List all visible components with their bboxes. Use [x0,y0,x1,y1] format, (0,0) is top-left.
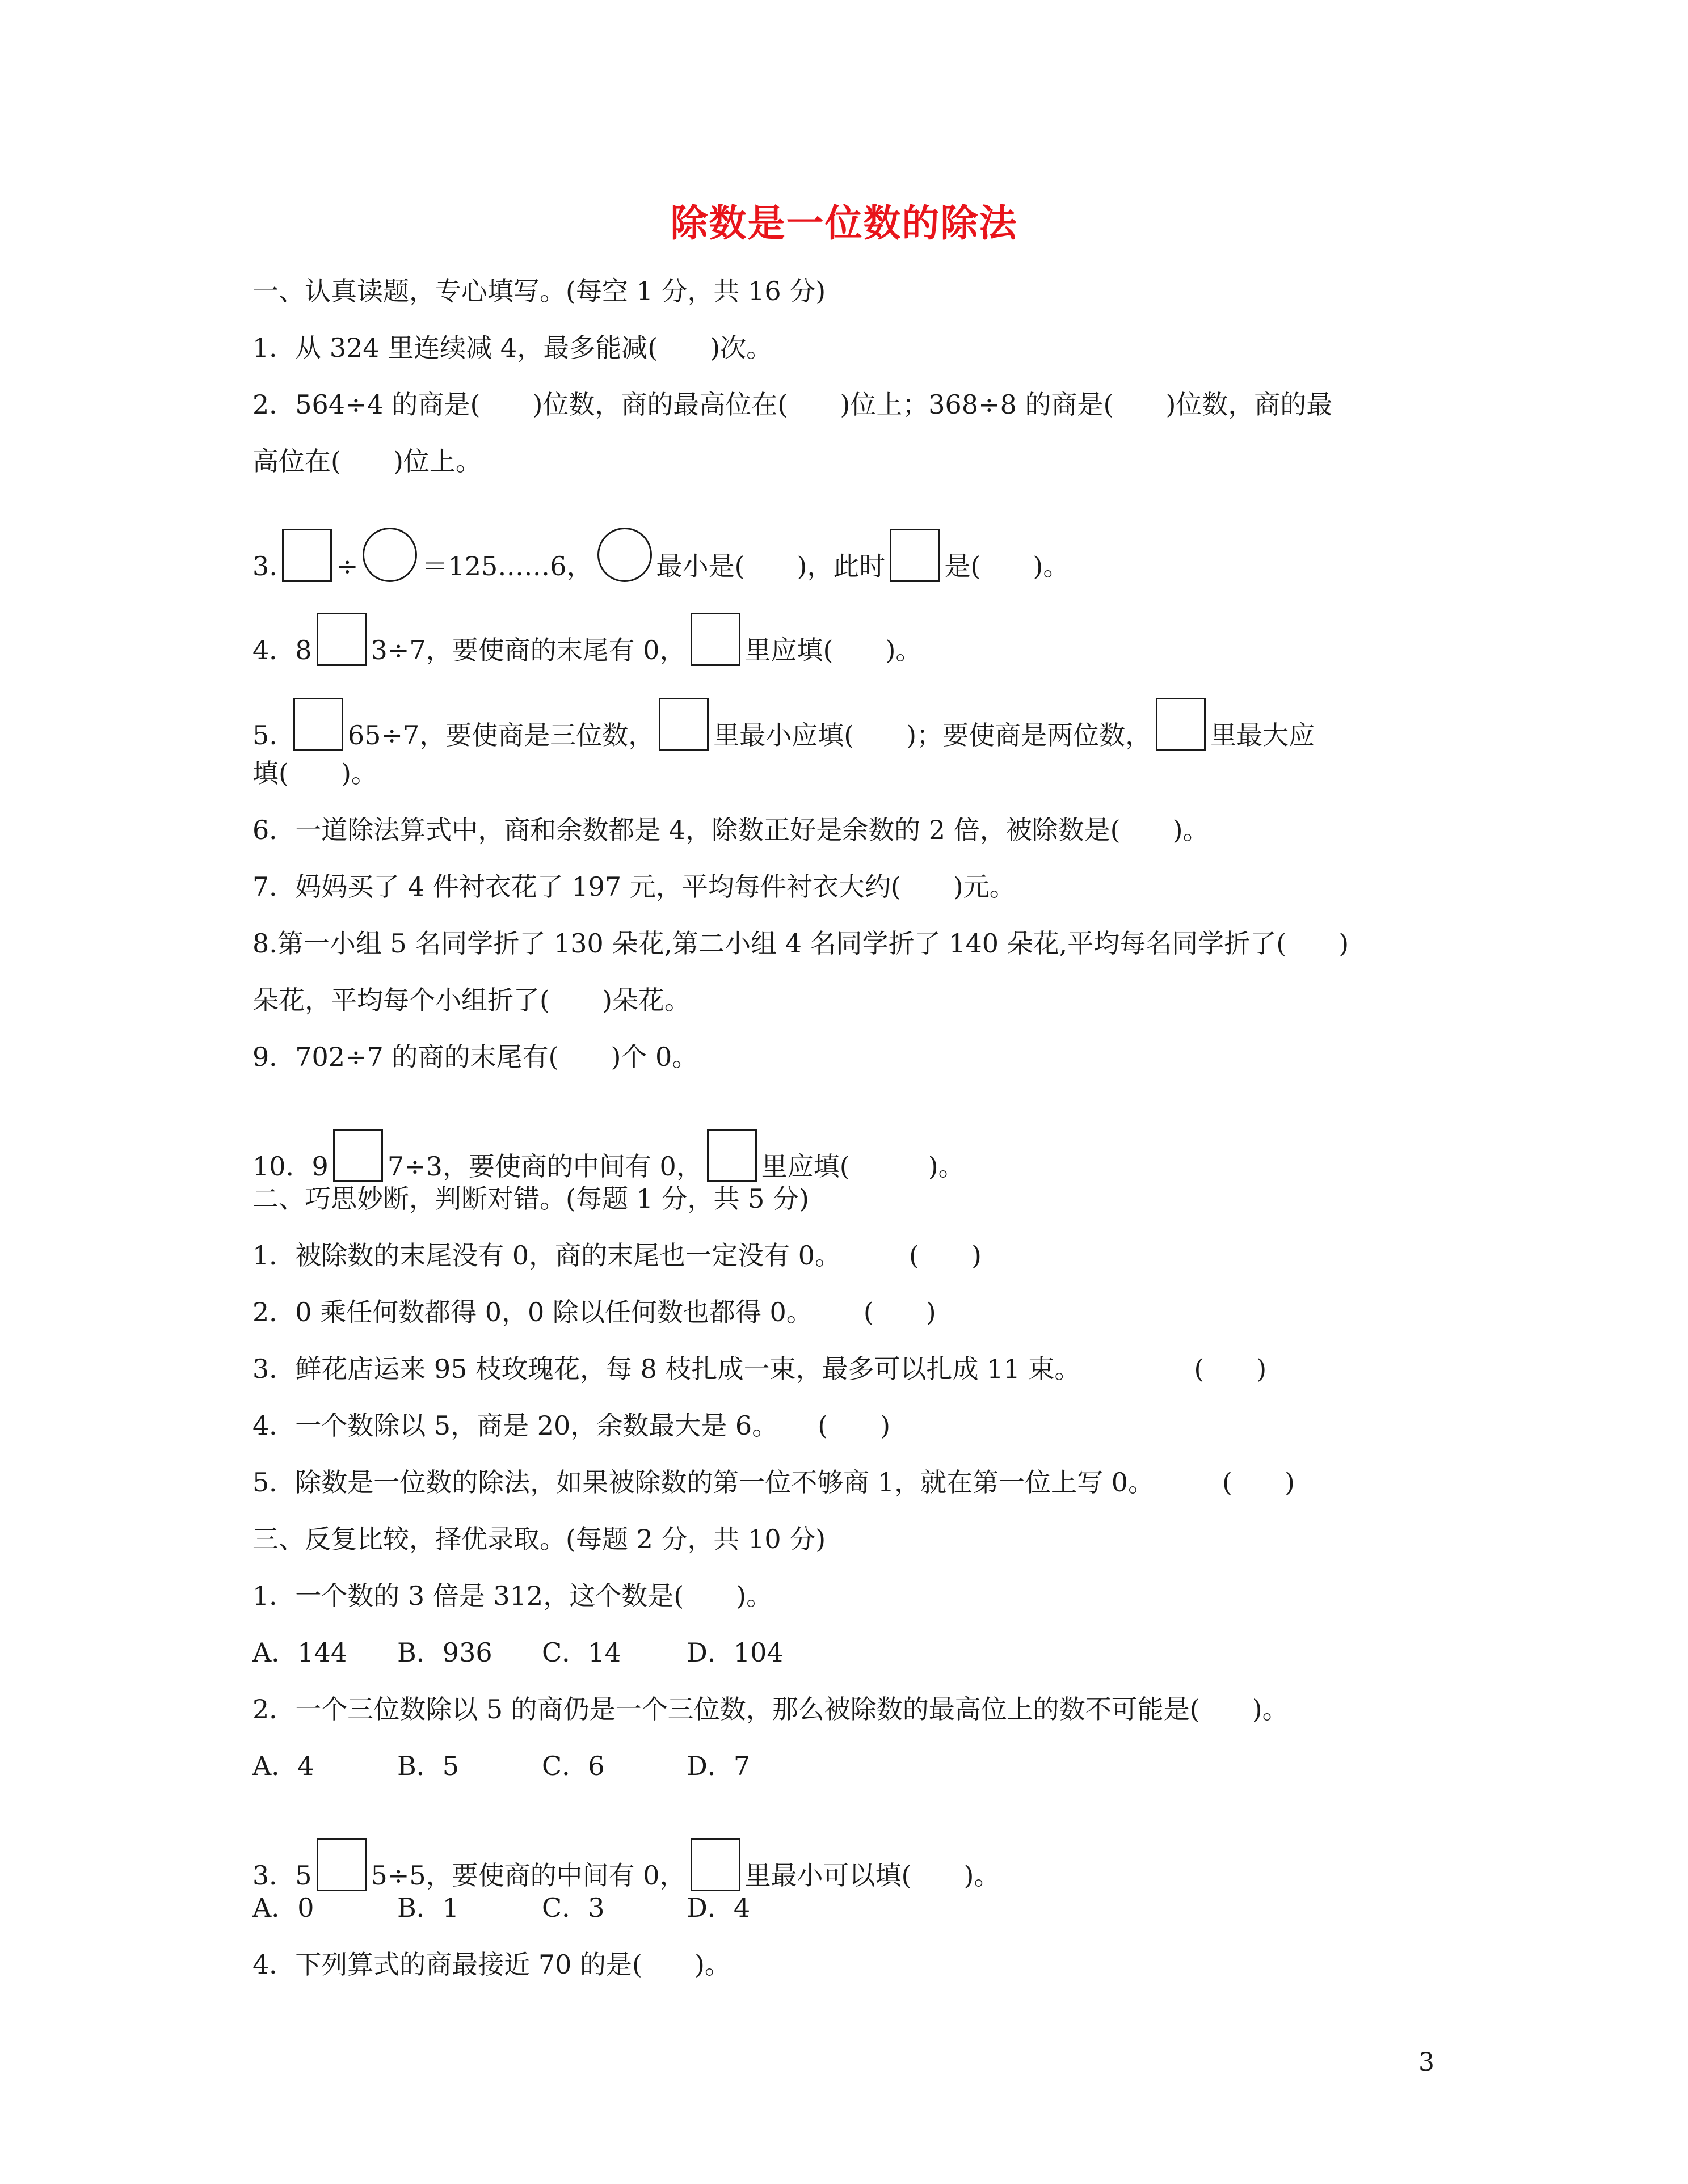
q5-number: 5. [252,720,277,751]
s1-question-9: 9．702÷7 的商的末尾有( )个 0。 [252,1042,698,1072]
s1-question-2-line-1: 2．564÷4 的商是( )位数，商的最高位在( )位上；368÷8 的商是( )位数，商的最 [252,389,1333,420]
s2-question-2 [252,1299,936,1325]
option-c[interactable]: C．14 [542,1637,621,1668]
s3-question-4: 4．下列算式的商最接近 70 的是( )。 [252,1949,731,1980]
section-3-heading: 三、反复比较，择优录取。(每题 2 分，共 10 分) [252,1524,826,1554]
s2-question-1 [252,1240,982,1271]
s1-question-5-line-2: 填( )。 [252,758,377,789]
page-number: 3 [1418,2048,1434,2077]
option-b[interactable]: B．936 [397,1637,492,1668]
s3-q3-start: 3．5 [252,1860,312,1891]
option-a[interactable]: A．4 [252,1751,314,1781]
s1-question-6: 6．一道除法算式中，商和余数都是 4，除数正好是余数的 2 倍，被除数是( )。 [252,815,1209,845]
option-d[interactable]: D．4 [687,1892,751,1923]
square-blank [317,1838,367,1891]
s2-q5-answer-paren[interactable]: ( ) [1222,1467,1295,1498]
q4-start: 4．8 [252,635,312,665]
s1-question-10 [252,1129,965,1182]
s2-q2-answer-paren[interactable]: ( ) [863,1297,936,1327]
option-a[interactable]: A．144 [252,1637,348,1668]
q3-end-text: 是( )。 [944,551,1070,581]
s2-q4-text: 4．一个数除以 5，商是 20，余数最大是 6。 [252,1410,778,1441]
option-d[interactable]: D．7 [687,1751,751,1781]
circle-blank [363,528,417,582]
square-blank [317,613,367,666]
q10-start: 10．9 [252,1151,329,1182]
square-blank [691,613,740,666]
q3-min-text: 最小是( )，此时 [656,551,886,581]
q10-mid: 7÷3，要使商的中间有 0， [387,1151,702,1182]
q3-divide-sign: ÷ [336,551,359,581]
s2-q1-text: 1．被除数的末尾没有 0，商的末尾也一定没有 0。 [252,1240,841,1271]
s3-question-1: 1．一个数的 3 倍是 312，这个数是( )。 [252,1580,773,1611]
s1-question-4 [252,613,921,666]
square-blank [282,529,332,582]
s2-q2-text: 2．0 乘任何数都得 0，0 除以任何数也都得 0。 [252,1297,813,1327]
s2-question-3 [252,1356,1266,1382]
s2-q3-answer-paren[interactable]: ( ) [1194,1354,1267,1384]
option-c[interactable]: C．3 [542,1892,605,1923]
section-2-heading: 二、巧思妙断，判断对错。(每题 1 分，共 5 分) [252,1183,809,1214]
square-blank [707,1129,757,1182]
s1-question-7: 7．妈妈买了 4 件衬衣花了 197 元，平均每件衬衣大约( )元。 [252,871,1016,902]
square-blank [659,698,709,751]
q3-result: ＝125……6， [422,551,593,581]
s3-question-1-options [252,1639,831,1666]
s1-question-3 [252,528,1069,582]
s2-q1-answer-paren[interactable]: ( ) [909,1240,982,1271]
q5-text-2: 里最小应填( )；要使商是两位数， [713,720,1152,751]
q4-mid: 3÷7，要使商的末尾有 0， [371,635,686,665]
s1-question-5-line-1 [252,698,1315,751]
s2-q3-text: 3．鲜花店运来 95 枝玫瑰花，每 8 枝扎成一束，最多可以扎成 11 束。 [252,1354,1081,1384]
s1-question-8-line-1: 8.第一小组 5 名同学折了 130 朵花,第二小组 4 名同学折了 140 朵花,平均每名同学折了( ) [252,928,1349,959]
square-blank [333,1129,383,1182]
option-b[interactable]: B．1 [397,1892,460,1923]
s2-q4-answer-paren[interactable]: ( ) [818,1410,891,1441]
s1-question-2-line-2: 高位在( )位上。 [252,446,482,477]
s2-q5-text: 5．除数是一位数的除法，如果被除数的第一位不够商 1，就在第一位上写 0。 [252,1467,1155,1498]
s3-question-2: 2．一个三位数除以 5 的商仍是一个三位数，那么被除数的最高位上的数不可能是( )。 [252,1694,1289,1725]
s3-question-3-options [252,1892,831,1923]
q5-text-1: 65÷7，要使商是三位数， [347,720,655,751]
s1-question-8-line-2: 朵花，平均每个小组折了( )朵花。 [252,985,691,1015]
option-d[interactable]: D．104 [687,1637,784,1668]
option-a[interactable]: A．0 [252,1892,314,1923]
square-blank [890,529,940,582]
q5-text-3: 里最大应 [1210,720,1315,751]
s3-q3-mid: 5÷5，要使商的中间有 0， [371,1860,686,1891]
circle-blank [597,528,652,582]
square-blank [691,1838,740,1891]
page-title: 除数是一位数的除法 [670,201,1018,245]
s3-question-3 [252,1838,1000,1891]
square-blank [1156,698,1206,751]
s3-q3-end: 里最小可以填( )。 [744,1860,1000,1891]
s2-question-4 [252,1410,891,1441]
q3-number: 3. [252,551,277,581]
s3-question-2-options [252,1753,831,1779]
q4-end: 里应填( )。 [744,635,922,665]
s1-question-1: 1．从 324 里连续减 4，最多能减( )次。 [252,332,773,363]
section-1-heading: 一、认真读题，专心填写。(每空 1 分，共 16 分) [252,276,826,306]
option-c[interactable]: C．6 [542,1751,605,1781]
s2-question-5 [252,1467,1295,1498]
option-b[interactable]: B．5 [397,1751,460,1781]
square-blank [293,698,343,751]
q10-end: 里应填( )。 [761,1151,965,1182]
